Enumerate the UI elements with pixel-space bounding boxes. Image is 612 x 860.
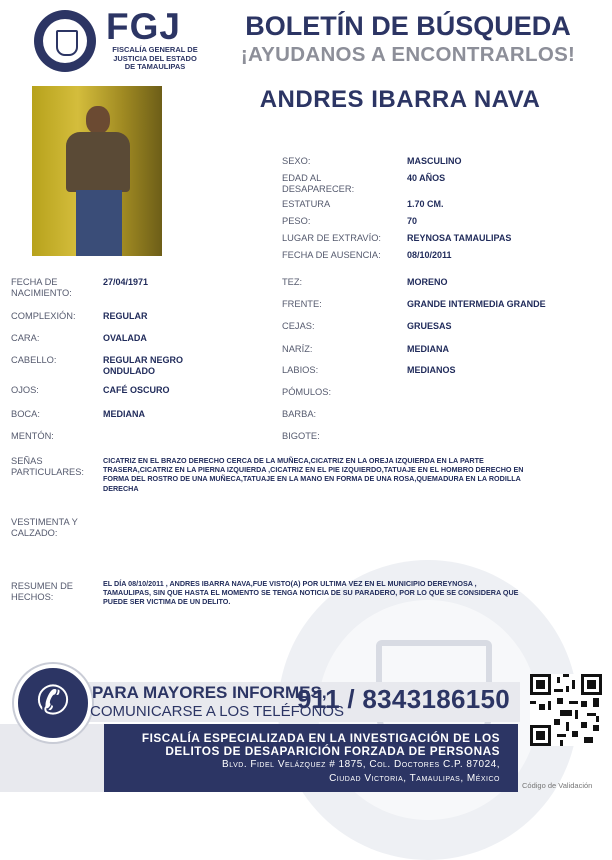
face-value: OVALADA [103,333,147,343]
eyes-label: OJOS: [11,385,39,395]
lips-label: LABIOS: [282,365,319,375]
birth-date-value: 27/04/1971 [103,277,149,287]
forehead-value: GRANDE INTERMEDIA GRANDE [407,299,546,309]
person-photo [32,86,162,256]
bulletin-subtitle: ¡AYUDANOS A ENCONTRARLOS! [240,43,576,66]
marks-line: CICATRIZ EN EL BRAZO DERECHO CERCA DE LA MUÑECA,CICATRIZ EN LA OREJA IZQUIERDA EN LA PARTE [103,456,484,465]
age-label: EDAD AL DESAPARECER: [282,173,355,194]
hair-label: CABELLO: [11,355,57,365]
hair-value: REGULAR NEGRO ONDULADO [103,355,184,376]
nose-value: MEDIANA [407,344,449,354]
summary-text [103,579,583,607]
height-value: 1.70 CM. [407,199,444,209]
department-address-line: Ciudad Victoria, Tamaulipas, México [329,773,500,784]
department-name-line: FISCALÍA ESPECIALIZADA EN LA INVESTIGACIÓN DE LOS [141,731,500,745]
department-address-line: Blvd. Fidel Velázquez # 1875, Col. Doctores C.P. 87024, [222,759,500,770]
agency-name [106,46,204,72]
lips-value: MEDIANOS [407,365,456,375]
build-value: REGULAR [103,311,148,321]
mustache-label: BIGOTE: [282,431,320,441]
agency-name-line: FISCALÍA GENERAL DE [112,45,198,54]
absence-date-label: FECHA DE AUSENCIA: [282,250,381,260]
skin-label: TEZ: [282,277,303,287]
absence-date-value: 08/10/2011 [407,250,452,260]
summary-line: TAMAULIPAS, SIN QUE HASTA EL MOMENTO SE TENGA NOTICIA DE SU PARADERO, POR LO QUE SE CONSIDERA QUE [103,588,519,598]
marks-line: TRASERA,CICATRIZ EN LA PIERNA IZQUIERDA ,CICATRIZ EN EL PIE IZQUIERDO,TATUAJE EN EL HOMBRO DERECHO EN [103,465,524,475]
weight-value: 70 [407,216,418,226]
agency-name-line: JUSTICIA DEL ESTADO [113,53,197,63]
phone-icon: ✆ [14,664,92,742]
person-name: ANDRES IBARRA NAVA [259,86,541,113]
beard-label: BARBA: [282,409,317,419]
mouth-label: BOCA: [11,409,40,419]
summary-line: EL DÍA 08/10/2011 , ANDRES IBARRA NAVA,FUE VISTO(A) POR ULTIMA VEZ EN EL MUNICIPIO DEREYNOSA , [103,579,477,588]
weight-label: PESO: [282,216,311,226]
agency-acronym: FGJ [106,6,181,47]
eyebrows-label: CEJAS: [282,321,315,331]
bulletin-title: BOLETÍN DE BÚSQUEDA [245,11,571,41]
sex-value: MASCULINO [407,156,462,166]
build-label: COMPLEXIÓN: [11,311,76,321]
face-label: CARA: [11,333,40,343]
nose-label: NARÍZ: [282,344,313,354]
validation-qr-code [530,674,602,746]
birth-date-label: FECHA DE NACIMIENTO: [11,277,72,298]
marks-line: DERECHA [103,483,139,493]
info-heading: PARA MAYORES INFORMES, [92,683,327,702]
contact-phone: 911 / 8343186150 [297,684,511,714]
clothing-label: VESTIMENTA Y CALZADO: [11,517,78,538]
marks-line: FORMA DEL ROSTRO DE UNA MUÑECA,TATUAJE EN LA MANO EN FORMA DE UNA ROSA,QUEMADURA EN LA RODILLA [103,474,521,484]
age-value: 40 AÑOS [407,173,446,183]
marks-text [103,456,583,493]
mouth-value: MEDIANA [103,409,145,419]
state-seal-logo [34,10,96,72]
chin-label: MENTÓN: [11,431,54,441]
place-label: LUGAR DE EXTRAVÍO: [282,233,382,243]
info-subheading: COMUNICARSE A LOS TELÉFONOS [90,703,344,720]
agency-name-line: DE TAMAULIPAS [124,62,186,71]
qr-caption: Código de Validación [522,781,593,790]
summary-line: PUEDE SER VICTIMA DE UN DELITO. [103,597,231,607]
height-label: ESTATURA [282,199,331,209]
cheekbones-label: PÓMULOS: [282,387,332,397]
department-name-line: DELITOS DE DESAPARICIÓN FORZADA DE PERSONAS [165,744,500,758]
eyebrows-value: GRUESAS [407,321,452,331]
summary-label: RESUMEN DE HECHOS: [11,581,73,602]
skin-value: MORENO [407,277,448,287]
marks-label: SEÑAS PARTICULARES: [11,456,85,477]
sex-label: SEXO: [282,156,311,166]
eyes-value: CAFÉ OSCURO [103,385,170,395]
place-value: REYNOSA TAMAULIPAS [407,233,512,243]
forehead-label: FRENTE: [282,299,322,309]
